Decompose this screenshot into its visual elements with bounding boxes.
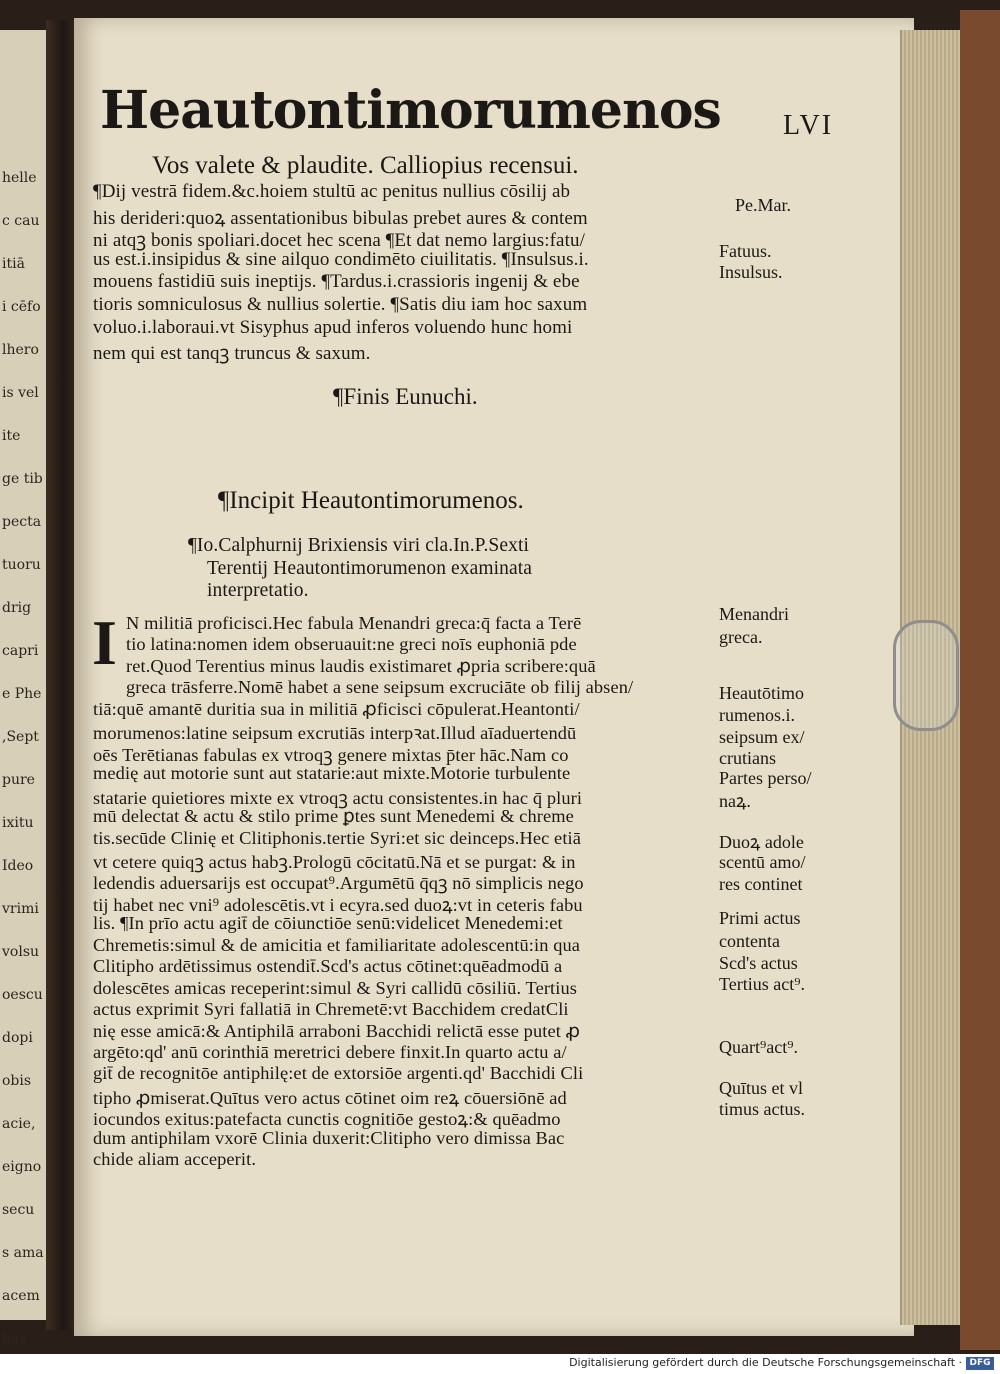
left-page-fragment: is vel xyxy=(2,385,39,401)
commentary-line: his derideri:quoꝝ assentationibus bibulas prebet aures & contem xyxy=(93,207,588,229)
marginal-note: Partes perso/ xyxy=(719,768,812,788)
marginal-note: Scd's actus xyxy=(719,953,798,973)
left-page-fragment: vrimi xyxy=(2,901,39,917)
drop-capital: I xyxy=(92,607,117,678)
main-text-line: git̄ de recognitōe antiphilę:et de extorsiōe argenti.qd' Bacchidi Cli xyxy=(93,1063,584,1084)
dfg-logo: DFG xyxy=(966,1357,994,1370)
left-page-fragment: itiā xyxy=(2,256,25,272)
main-text-line: dum antiphilam vxorē Clinia duxerit:Clitipho vero dimissa Bac xyxy=(93,1127,565,1148)
left-page-fragment: pecta xyxy=(2,514,42,530)
main-text-line: vt cetere quiqꝫ actus habꝫ.Prologū cōcitatū.Nā et se purgat: & in xyxy=(93,851,576,872)
main-text-line: Chremetis:simul & de amicitia et familiaritate adolescentū:in qua xyxy=(93,934,581,955)
marginal-note: greca. xyxy=(719,627,763,647)
folio-number: LVI xyxy=(783,110,834,141)
left-page-fragment: s ama xyxy=(2,1245,44,1261)
left-page-fragment: acem xyxy=(2,1288,40,1304)
left-page-fragment: ixitu xyxy=(2,815,34,831)
left-page-fragment: ge tib xyxy=(2,471,43,487)
main-text-line: iocundos exitus:patefacta cunctis cognitiōe gestoꝝ:& quēadmo xyxy=(93,1109,561,1130)
left-page-fragment: tuoru xyxy=(2,557,41,573)
marginal-note: Tertius act⁹. xyxy=(719,974,805,994)
main-text-line: Clitipho ardētissimus ostendit̄.Scd's actus cōtinet:quēadmodū a xyxy=(93,956,563,977)
left-page-fragment: capri xyxy=(2,643,39,659)
marginal-note: res continet xyxy=(719,874,803,894)
left-page-fragment: dopi xyxy=(2,1030,33,1046)
left-page-fragment: oescu xyxy=(2,987,43,1003)
footer-credit: Digitalisierung gefördert durch die Deutsche Forschungsgemeinschaft · xyxy=(569,1356,962,1369)
calphurnius-line: Terentij Heautontimorumenon examinata xyxy=(207,557,533,579)
left-page-fragment: e Phe xyxy=(2,686,42,702)
left-page-fragment: obis xyxy=(2,1073,32,1089)
left-page-fragment: helle xyxy=(2,170,37,186)
main-text-line: tiā:quē amantē duritia sua in militiā ꝓficisci cōpulerat.Heantonti/ xyxy=(93,698,580,719)
left-page-fragment: ,Sept xyxy=(2,729,39,745)
main-text-line: lis. ¶In prīo actu agit̄ de cōiunctiōe senū:videlicet Menedemi:et xyxy=(93,913,563,934)
book-spine xyxy=(46,20,74,1330)
main-text-line: N militiā proficisci.Hec fabula Menandri greca:q̄ facta a Terē xyxy=(126,613,582,633)
marginal-note: Fatuus. xyxy=(719,241,772,261)
marginal-note: crutians xyxy=(719,748,776,768)
main-text-line: oēs Terētianas fabulas ex vtroqꝫ genere mixtas p̄ter hāc.Nam co xyxy=(93,744,569,765)
main-text-line: dolescētes amicas receperint:simul & Syri callidū cōsiliū. Tertius xyxy=(93,977,578,998)
closing-line: Vos valete & plaudite. Calliopius recensui. xyxy=(152,152,579,179)
running-title: Heautontimorumenos xyxy=(100,80,721,141)
left-page-fragment: volsu xyxy=(2,944,40,960)
main-text-line: chide aliam acceperit. xyxy=(93,1149,257,1170)
main-text-line: nię esse amicā:& Antiphilā arraboni Bacchidi relictā esse putet ꝓ xyxy=(93,1020,580,1041)
main-text-line: tij habet nec vni⁹ adolescētis.vt i ecyra.sed duoꝝ:vt in ceteris fabu xyxy=(93,894,583,915)
main-text-line: tis.secūde Clinię et Clitiphonis.tertie Syri:et sic deinceps.Hec etiā xyxy=(93,827,582,848)
commentary-line: voluo.i.laboraui.vt Sisyphus apud inferos voluendo hunc homi xyxy=(93,316,573,338)
commentary-line: ni atqꝫ bonis spoliari.docet hec scena ¶Et dat nemo largius:fatu/ xyxy=(93,230,585,252)
main-text-line: actus exprimit Syri fallatiā in Chremetē:vt Bacchidem credatCli xyxy=(93,999,569,1020)
marginal-note: contenta xyxy=(719,931,780,951)
marginal-note: Pe.Mar. xyxy=(735,195,791,215)
left-page-fragment: pure xyxy=(2,772,35,788)
marginal-note: Duoꝝ adole xyxy=(719,832,804,852)
marginal-note: Quart⁹act⁹. xyxy=(719,1037,799,1057)
marginal-note: Insulsus. xyxy=(719,262,783,282)
finis-heading: ¶Finis Eunuchi. xyxy=(333,384,478,409)
left-page-fragment: has xyxy=(2,1331,27,1347)
calphurnius-line: interpretatio. xyxy=(207,580,309,601)
main-text-line: ledendis aduersarijs est occupat⁹.Argumētū q̄qꝫ nō simplicis nego xyxy=(93,873,584,894)
main-text-line: mū delectat & actu & stilo prime ꝑtes sunt Menedemi & chreme xyxy=(93,806,574,827)
footer-bar xyxy=(0,1354,1000,1374)
main-text-line: medię aut motorie sunt aut statarie:aut mixte.Motorie turbulente xyxy=(93,763,571,784)
left-page-fragment: drig xyxy=(2,600,32,616)
commentary-line: ¶Dij vestrā fidem.&c.hoiem stultū ac penitus nullius cōsilij ab xyxy=(93,181,571,202)
marginal-note: timus actus. xyxy=(719,1099,805,1119)
left-page-edge xyxy=(0,30,49,1347)
main-text-line: ret.Quod Terentius minus laudis existimaret ꝓpria scribere:quā xyxy=(126,655,596,676)
left-page-fragment: Ideo xyxy=(2,858,34,874)
marginal-note: Heautōtimo xyxy=(719,683,804,703)
left-page-fragment: eigno xyxy=(2,1159,42,1175)
book-cover xyxy=(960,10,1000,1350)
main-text-line: greca trāsferre.Nomē habet a sene seipsum excruciāte ob filij absen/ xyxy=(126,677,634,698)
calphurnius-line: ¶Io.Calphurnij Brixiensis viri cla.In.P.Sexti xyxy=(188,535,530,556)
marginal-note: Menandri xyxy=(719,604,789,624)
marginal-note: naꝝ. xyxy=(719,791,751,811)
main-text-line: tipho ꝓmiserat.Quītus vero actus cōtinet oim reꝝ cōuersiōnē ad xyxy=(93,1087,567,1108)
main-text-line: morumenos:latine seipsum excrutiās interpꝛat.Illud aīaduertendū xyxy=(93,723,577,744)
page-clip xyxy=(893,620,959,731)
main-text-line: tio latina:nomen idem obseruauit:ne greci noīs euphoniā pde xyxy=(126,634,577,655)
marginal-note: seipsum ex/ xyxy=(719,727,805,747)
left-page-fragment: lhero xyxy=(2,342,39,358)
commentary-line: nem qui est tanqꝫ truncus & saxum. xyxy=(93,343,371,365)
left-page-fragment: secu xyxy=(2,1202,35,1218)
main-text-line: argēto:qd' anū corinthiā meretrici debere finxit.In quarto actu a/ xyxy=(93,1042,567,1062)
marginal-note: Primi actus xyxy=(719,908,801,928)
commentary-line: mouens fastidiū suis ineptijs. ¶Tardus.i.crassioris ingenij & ebe xyxy=(93,271,580,293)
left-page-fragment: ite xyxy=(2,428,21,444)
marginal-note: Quītus et vl xyxy=(719,1078,803,1098)
left-page-fragment: i cēfo xyxy=(2,299,41,315)
left-page-fragment: acie, xyxy=(2,1116,36,1132)
main-text-line: statarie quietiores mixte ex vtroqꝫ actu consistentes.in hac q̄ pluri xyxy=(93,787,583,808)
commentary-line: tioris somniculosus & nullius solertie. ¶Satis diu iam hoc saxum xyxy=(93,294,588,315)
incipit-heading: ¶Incipit Heautontimorumenos. xyxy=(218,487,524,514)
marginal-note: rumenos.i. xyxy=(719,705,795,725)
commentary-line: us est.i.insipidus & sine ailquo condimēto ciuilitatis. ¶Insulsus.i. xyxy=(93,248,589,270)
left-page-fragment: c cau xyxy=(2,213,40,229)
marginal-note: scentū amo/ xyxy=(719,852,806,872)
